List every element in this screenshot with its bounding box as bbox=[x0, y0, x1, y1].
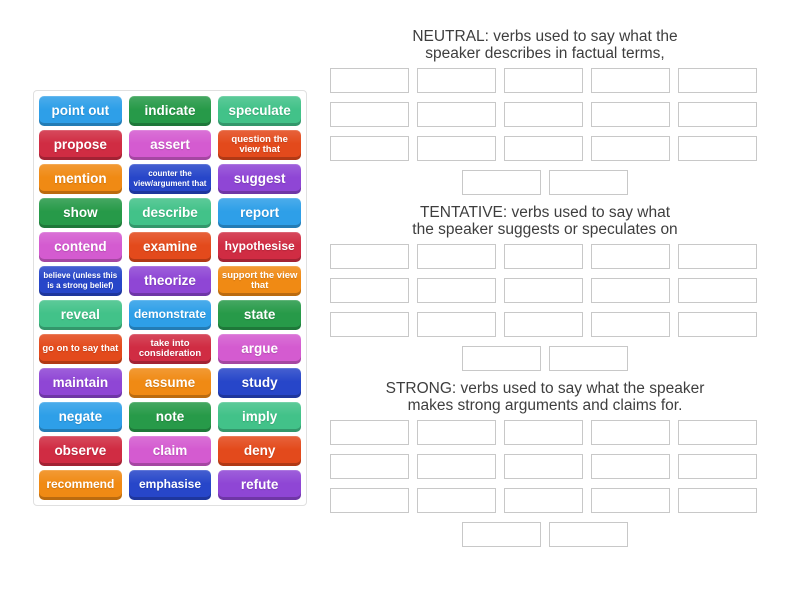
slot-row bbox=[330, 244, 760, 269]
slot-row bbox=[330, 312, 760, 337]
drop-slot[interactable] bbox=[417, 454, 496, 479]
slot-row bbox=[330, 522, 760, 547]
slot-row bbox=[330, 170, 760, 195]
word-tile[interactable]: emphasise bbox=[129, 470, 212, 500]
drop-slot[interactable] bbox=[678, 136, 757, 161]
word-tile[interactable]: recommend bbox=[39, 470, 122, 500]
word-tile[interactable]: imply bbox=[218, 402, 301, 432]
word-bank bbox=[33, 90, 307, 506]
word-tile[interactable]: note bbox=[129, 402, 212, 432]
drop-slot[interactable] bbox=[417, 312, 496, 337]
slot-row bbox=[330, 68, 760, 93]
drop-slot[interactable] bbox=[591, 454, 670, 479]
drop-slot[interactable] bbox=[678, 454, 757, 479]
drop-slot[interactable] bbox=[678, 312, 757, 337]
drop-slot[interactable] bbox=[417, 68, 496, 93]
drop-slot[interactable] bbox=[678, 68, 757, 93]
drop-slot[interactable] bbox=[591, 68, 670, 93]
group-tentative bbox=[330, 204, 760, 371]
drop-slot[interactable] bbox=[330, 278, 409, 303]
drop-slot[interactable] bbox=[504, 68, 583, 93]
word-tile[interactable]: claim bbox=[129, 436, 212, 466]
group-strong bbox=[330, 380, 760, 547]
drop-slot[interactable] bbox=[549, 346, 628, 371]
slot-row bbox=[330, 488, 760, 513]
word-tile[interactable]: reveal bbox=[39, 300, 122, 330]
group-title-line: STRONG: verbs used to say what the speaker bbox=[385, 380, 705, 397]
slot-row bbox=[330, 102, 760, 127]
word-tile[interactable]: describe bbox=[129, 198, 212, 228]
group-title-line: makes strong arguments and claims for. bbox=[407, 397, 683, 414]
drop-slot[interactable] bbox=[417, 102, 496, 127]
group-title bbox=[330, 204, 760, 238]
drop-slot[interactable] bbox=[417, 420, 496, 445]
word-tile[interactable]: assert bbox=[129, 130, 212, 160]
word-tile[interactable]: examine bbox=[129, 232, 212, 262]
word-tile[interactable]: counter the view/argument that bbox=[129, 164, 212, 194]
drop-slot[interactable] bbox=[417, 488, 496, 513]
word-tile[interactable]: indicate bbox=[129, 96, 212, 126]
word-tile[interactable]: deny bbox=[218, 436, 301, 466]
word-tile[interactable]: refute bbox=[218, 470, 301, 500]
word-tile[interactable]: demonstrate bbox=[129, 300, 212, 330]
word-tile[interactable]: take into consideration bbox=[129, 334, 212, 364]
group-title bbox=[330, 28, 760, 62]
drop-slot[interactable] bbox=[678, 488, 757, 513]
drop-slot[interactable] bbox=[330, 420, 409, 445]
group-title-line: TENTATIVE: verbs used to say what bbox=[419, 204, 671, 221]
word-tile[interactable]: hypothesise bbox=[218, 232, 301, 262]
drop-slot[interactable] bbox=[591, 420, 670, 445]
word-tile[interactable]: point out bbox=[39, 96, 122, 126]
drop-slot[interactable] bbox=[417, 244, 496, 269]
drop-slot[interactable] bbox=[591, 244, 670, 269]
word-tile[interactable]: state bbox=[218, 300, 301, 330]
drop-slot[interactable] bbox=[504, 278, 583, 303]
group-title-line: NEUTRAL: verbs used to say what the bbox=[412, 28, 678, 45]
drop-slot[interactable] bbox=[330, 102, 409, 127]
drop-slot[interactable] bbox=[591, 278, 670, 303]
drop-slot[interactable] bbox=[678, 102, 757, 127]
word-tile[interactable]: speculate bbox=[218, 96, 301, 126]
group-title-line: speaker describes in factual terms, bbox=[425, 45, 665, 62]
drop-slot[interactable] bbox=[330, 454, 409, 479]
group-title bbox=[330, 380, 760, 414]
drop-slot[interactable] bbox=[417, 136, 496, 161]
word-tile[interactable]: report bbox=[218, 198, 301, 228]
group-title-line: the speaker suggests or speculates on bbox=[412, 221, 678, 238]
drop-slot[interactable] bbox=[504, 102, 583, 127]
word-tile[interactable]: mention bbox=[39, 164, 122, 194]
slot-row bbox=[330, 346, 760, 371]
drop-slot[interactable] bbox=[549, 170, 628, 195]
slot-row bbox=[330, 136, 760, 161]
word-tile[interactable]: negate bbox=[39, 402, 122, 432]
slot-row bbox=[330, 420, 760, 445]
drop-slot[interactable] bbox=[417, 278, 496, 303]
word-tile[interactable]: observe bbox=[39, 436, 122, 466]
word-tile[interactable]: maintain bbox=[39, 368, 122, 398]
word-tile[interactable]: study bbox=[218, 368, 301, 398]
word-tile[interactable]: suggest bbox=[218, 164, 301, 194]
drop-slot[interactable] bbox=[462, 522, 541, 547]
word-tile[interactable]: support the view that bbox=[218, 266, 301, 296]
slot-row bbox=[330, 278, 760, 303]
drop-slot[interactable] bbox=[504, 312, 583, 337]
group-neutral bbox=[330, 28, 760, 195]
word-tile[interactable]: go on to say that bbox=[39, 334, 122, 364]
drop-slot[interactable] bbox=[330, 136, 409, 161]
drop-slot[interactable] bbox=[504, 454, 583, 479]
drop-slot[interactable] bbox=[462, 170, 541, 195]
drop-slot[interactable] bbox=[678, 420, 757, 445]
answer-groups bbox=[330, 28, 760, 556]
drop-slot[interactable] bbox=[504, 244, 583, 269]
drop-slot[interactable] bbox=[678, 278, 757, 303]
drop-slot[interactable] bbox=[504, 420, 583, 445]
drop-slot[interactable] bbox=[549, 522, 628, 547]
word-tile[interactable]: contend bbox=[39, 232, 122, 262]
drop-slot[interactable] bbox=[504, 488, 583, 513]
drop-slot[interactable] bbox=[504, 136, 583, 161]
word-tile[interactable]: show bbox=[39, 198, 122, 228]
word-tile[interactable]: propose bbox=[39, 130, 122, 160]
drop-slot[interactable] bbox=[462, 346, 541, 371]
drop-slot[interactable] bbox=[591, 136, 670, 161]
drop-slot[interactable] bbox=[330, 312, 409, 337]
drop-slot[interactable] bbox=[330, 68, 409, 93]
word-tile[interactable]: argue bbox=[218, 334, 301, 364]
slot-row bbox=[330, 454, 760, 479]
drop-slot[interactable] bbox=[678, 244, 757, 269]
word-tile[interactable]: assume bbox=[129, 368, 212, 398]
drop-slot[interactable] bbox=[591, 102, 670, 127]
drop-slot[interactable] bbox=[591, 488, 670, 513]
word-tile[interactable]: question the view that bbox=[218, 130, 301, 160]
word-tile[interactable]: believe (unless this is a strong belief) bbox=[39, 266, 122, 296]
drop-slot[interactable] bbox=[591, 312, 670, 337]
drop-slot[interactable] bbox=[330, 488, 409, 513]
word-tile[interactable]: theorize bbox=[129, 266, 212, 296]
drop-slot[interactable] bbox=[330, 244, 409, 269]
